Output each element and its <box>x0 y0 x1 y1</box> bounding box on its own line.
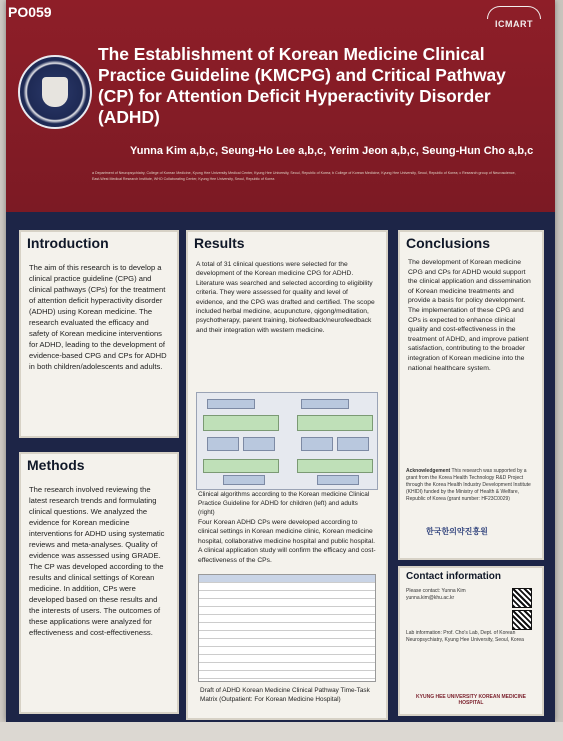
lab-info-text: Lab information: Prof. Cho's Lab, Dept. of Korean Neuropsychiatry, Kyung Hee University, Seoul, Korea <box>406 630 524 643</box>
table-caption: Draft of ADHD Korean Medicine Clinical Pathway Time-Task Matrix (Outpatient: For Korean Medicine Hospital) <box>200 687 370 703</box>
results-text: A total of 31 clinical questions were selected for the development of the Korean medicine CPG for ADHD. Literature was searched and selected according to eligibility criteria. They were assessed for quality and level of evidence, and the CPG was drafted and certified. The scope included herbal medicine, acupuncture, qigong/meditation, psychotherapy, parent training, biofeedback/neurofeedback and their integration with western medicine. <box>196 261 375 334</box>
qr-code-icon <box>512 610 532 630</box>
poster-title: The Establishment of Korean Medicine Clinical Practice Guideline (KMCPG) and Critical Pathway (CP) for Attention Deficit Hyperactivity Disorder (ADHD) <box>98 44 506 127</box>
acknowledgement-text <box>406 468 536 503</box>
contact-text: Please contact: Yunna Kim yunna.kim@khu.ac.kr <box>406 588 466 601</box>
results-heading: Results <box>194 235 245 251</box>
figure-caption: Clinical algorithms according to the Korean medicine Clinical Practice Guideline for ADHD for children (left) and adults (right) <box>198 491 370 516</box>
results-panel <box>186 230 388 720</box>
poster-affiliations: a Department of Neuropsychiatry, College of Korean Medicine, Kyung Hee University Medical Center, Kyung Hee University, Seoul, Republic of Korea; b College of Korean Medicine, Kyung Hee University, Seoul, Republic of Korea; c Research group of Neuroscience, East-West Medical Research Institute, WHO Collaborating Center, Kyung Hee University, Seoul, Republic of Korea <box>92 171 516 181</box>
conclusions-panel <box>398 230 544 560</box>
time-task-matrix-table <box>198 574 376 682</box>
poster-id: PO059 <box>8 4 52 20</box>
conclusions-heading: Conclusions <box>406 235 491 251</box>
poster-authors: Yunna Kim a,b,c, Seung-Ho Lee a,b,c, Yerim Jeon a,b,c, Seung-Hun Cho a,b,c <box>130 145 534 157</box>
methods-text: The research involved reviewing the latest research trends and formulating clinical questions. We analyzed the evidence for Korean medicine interventions for ADHD using systematic reviews and meta-analyses. Quality of evidence was assessed using GRADE. The CP was developed according to the results and clinical settings of Korean medicine. In addition, CPs were developed based on these results and the interests of users. The outcomes of these applications were analyzed for effectiveness and cost-effectiveness. <box>29 485 165 637</box>
clinical-algorithm-figure <box>196 392 378 490</box>
results-text-2: Four Korean ADHD CPs were developed according to clinical settings in Korean medicine clinic, Korean medicine hospital, collaborative medicine hospital and public hospital. A clinical application study will confirm the efficacy and cost-effectiveness of the CPs. <box>198 519 376 564</box>
hospital-logo: KYUNG HEE UNIVERSITY KOREAN MEDICINE HOSPITAL <box>416 694 526 706</box>
methods-panel <box>19 452 179 714</box>
sponsor-logo: 한국한의약진흥원 <box>426 527 488 536</box>
methods-heading: Methods <box>27 457 85 473</box>
contact-panel <box>398 566 544 716</box>
conference-logo-brand: ICMART <box>495 19 533 29</box>
university-seal-icon <box>18 55 92 129</box>
introduction-panel <box>19 230 179 438</box>
wall-background <box>0 722 563 741</box>
poster-banner <box>6 0 555 212</box>
introduction-text: The aim of this research is to develop a clinical practice guideline (CPG) and clinical pathways (CPs) for the treatment of attention deficit hyperactivity disorder (ADHD) using Korean medicine. The research evaluated the efficacy and safety of Korean medicine interventions for ADHD, leading to the development of evidence-based CPG and CPs for ADHD in both children/adolescents and adults. <box>29 263 167 371</box>
research-poster <box>6 0 555 722</box>
acknowledgement-body: This research was supported by a grant from the Korea Health Technology R&D Project through the Korea Health Industry Development Institute (KHIDI) funded by the Ministry of Health & Welfare, Republic of Korea (grant number: HF23C0029) <box>406 468 531 502</box>
qr-code-icon <box>512 588 532 608</box>
introduction-heading: Introduction <box>27 235 109 251</box>
conference-logo <box>481 6 547 40</box>
acknowledgement-label: Acknowledgement <box>406 468 451 474</box>
contact-heading: Contact information <box>406 571 501 582</box>
conclusions-text: The development of Korean medicine CPG and CPs for ADHD would support the clinical application and dissemination of Korean medicine treatments and provide a basis for policy development. The implementation of these CPG and CPs is expected to enhance clinical quality and cost-effectiveness in the treatment of ADHD, and improve patient satisfaction, contributing to the broader integration of Korean medicine into the national healthcare system. <box>408 259 531 372</box>
